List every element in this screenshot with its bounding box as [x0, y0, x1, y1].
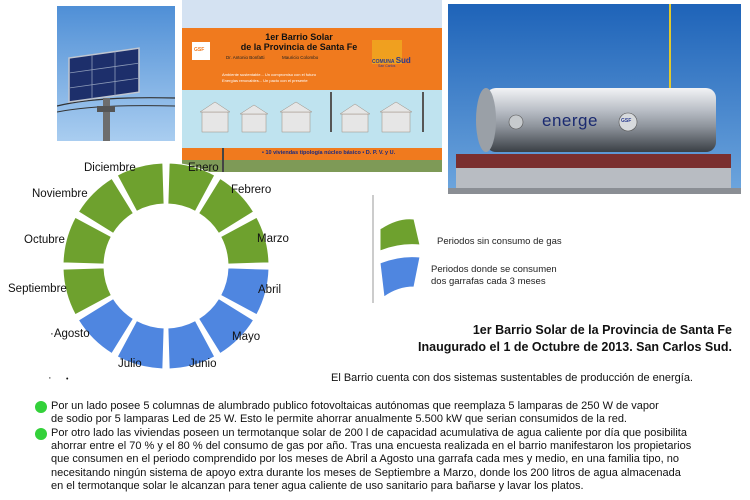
paragraph-2-line2: ahorrar entre el 70 % y el 80 % del consumo de gas por año. Tras una encuesta realizada en el barrio manifestaron los propietarios: [51, 440, 692, 453]
legend-no-gas-label: Periodos sin consumo de gas: [437, 236, 562, 247]
billboard-title-line1: 1er Barrio Solar: [265, 32, 333, 42]
intro-text: El Barrio cuenta con dos sistemas sustentables de producción de energía.: [331, 372, 693, 384]
month-label-octubre: Octubre: [24, 234, 65, 246]
month-label-agosto: [50, 328, 90, 340]
bullet-2: [35, 428, 47, 440]
paragraph-1-line1: Por un lado posee 5 columnas de alumbrado publico fotovoltaicas autónomas que reemplaza 5 lamparas de 250 W de vapor: [51, 400, 659, 412]
legend-swatches: [370, 195, 430, 305]
legend-swatch-gas: [380, 257, 420, 297]
billboard-person2: Mauricio Colombo: [282, 55, 319, 60]
billboard-logo-right-line1: COMUNA: [372, 59, 395, 65]
month-label-mayo: Mayo: [232, 331, 261, 343]
billboard-title: [234, 32, 364, 52]
paragraph-2-line1: Por otro lado las viviendas poseen un termotanque solar de 200 l de capacidad acumulativa de agua caliente por día que posibilita: [51, 427, 687, 439]
legend-gas-label: [431, 264, 557, 288]
solar-panel-photo: [57, 6, 175, 141]
billboard-logo-left: GSF: [194, 47, 205, 53]
legend-gas-label-line2: dos garrafas cada 3 meses: [431, 276, 546, 287]
billboard-slogan2: Energías renovables... Un pacto con el presente: [222, 78, 308, 83]
month-label-noviembre: Noviembre: [32, 188, 88, 200]
month-label-diciembre: Diciembre: [84, 162, 136, 174]
month-label-marzo: Marzo: [257, 233, 289, 245]
paragraph-2-line5: en el termotanque solar le alcanzan para tener agua caliente de uso sanitario para bañarse y lavar los platos.: [51, 479, 584, 492]
stray-dot-2: •: [66, 376, 69, 383]
agosto-prefix: ·: [50, 328, 54, 340]
month-label-enero: Enero: [188, 162, 219, 174]
paragraph-2: [51, 427, 750, 493]
paragraph-2-line4: necesitando ningún sistema de apoyo extra durante los meses de Septiembre a Marzo, donde los 200 litros de agua almacenada: [51, 466, 681, 479]
month-ring: [0, 150, 330, 390]
billboard-photo: [182, 0, 442, 172]
tank-logo: GSF: [621, 118, 632, 124]
paragraph-2-line3: que consumen en el periodo comprendido por los meses de Abril a Agosto una garrafa cada mes y medio, en una familia tipo, no: [51, 453, 679, 466]
paragraph-1-line2: de sodio por 5 lamparas Led de 25 W. Esto le permite ahorrar anualmente 5.500 kW que serian consumidos de la red.: [51, 413, 627, 426]
month-label-junio: Junio: [189, 358, 217, 370]
legend-gas-label-line1: Periodos donde se consumen: [431, 264, 557, 275]
billboard-logo-right-line2: Sud: [395, 56, 411, 65]
month-label-febrero: Febrero: [231, 184, 272, 196]
legend-swatch-no-gas: [380, 219, 420, 251]
bullet-1: [35, 401, 47, 413]
billboard-title-line2: de la Provincia de Santa Fe: [240, 42, 358, 52]
billboard-logo-right-small: San Carlos: [378, 64, 396, 68]
billboard-slogan1: Ambiente sustentable... Un compromiso con el futuro: [222, 72, 317, 77]
solar-tank-photo: [448, 4, 741, 194]
month-label-septiembre: Septiembre: [8, 283, 67, 295]
tank-brand: energe: [542, 111, 598, 130]
billboard-bottom-banner: • 10 viviendas tipología núcleo básico • D. P. V. y U.: [262, 150, 396, 156]
stray-dot-1: ·: [48, 372, 52, 384]
month-label-julio: Julio: [118, 358, 142, 370]
month-label-abril: Abril: [258, 284, 282, 296]
heading-line2: Inaugurado el 1 de Octubre de 2013. San Carlos Sud.: [418, 340, 732, 354]
billboard-person1: Dr. Antonio Bonfatti: [226, 55, 265, 60]
paragraph-1: [51, 400, 750, 426]
agosto-text: Agosto: [53, 328, 90, 340]
heading-line1: 1er Barrio Solar de la Provincia de Santa Fe: [472, 323, 732, 337]
